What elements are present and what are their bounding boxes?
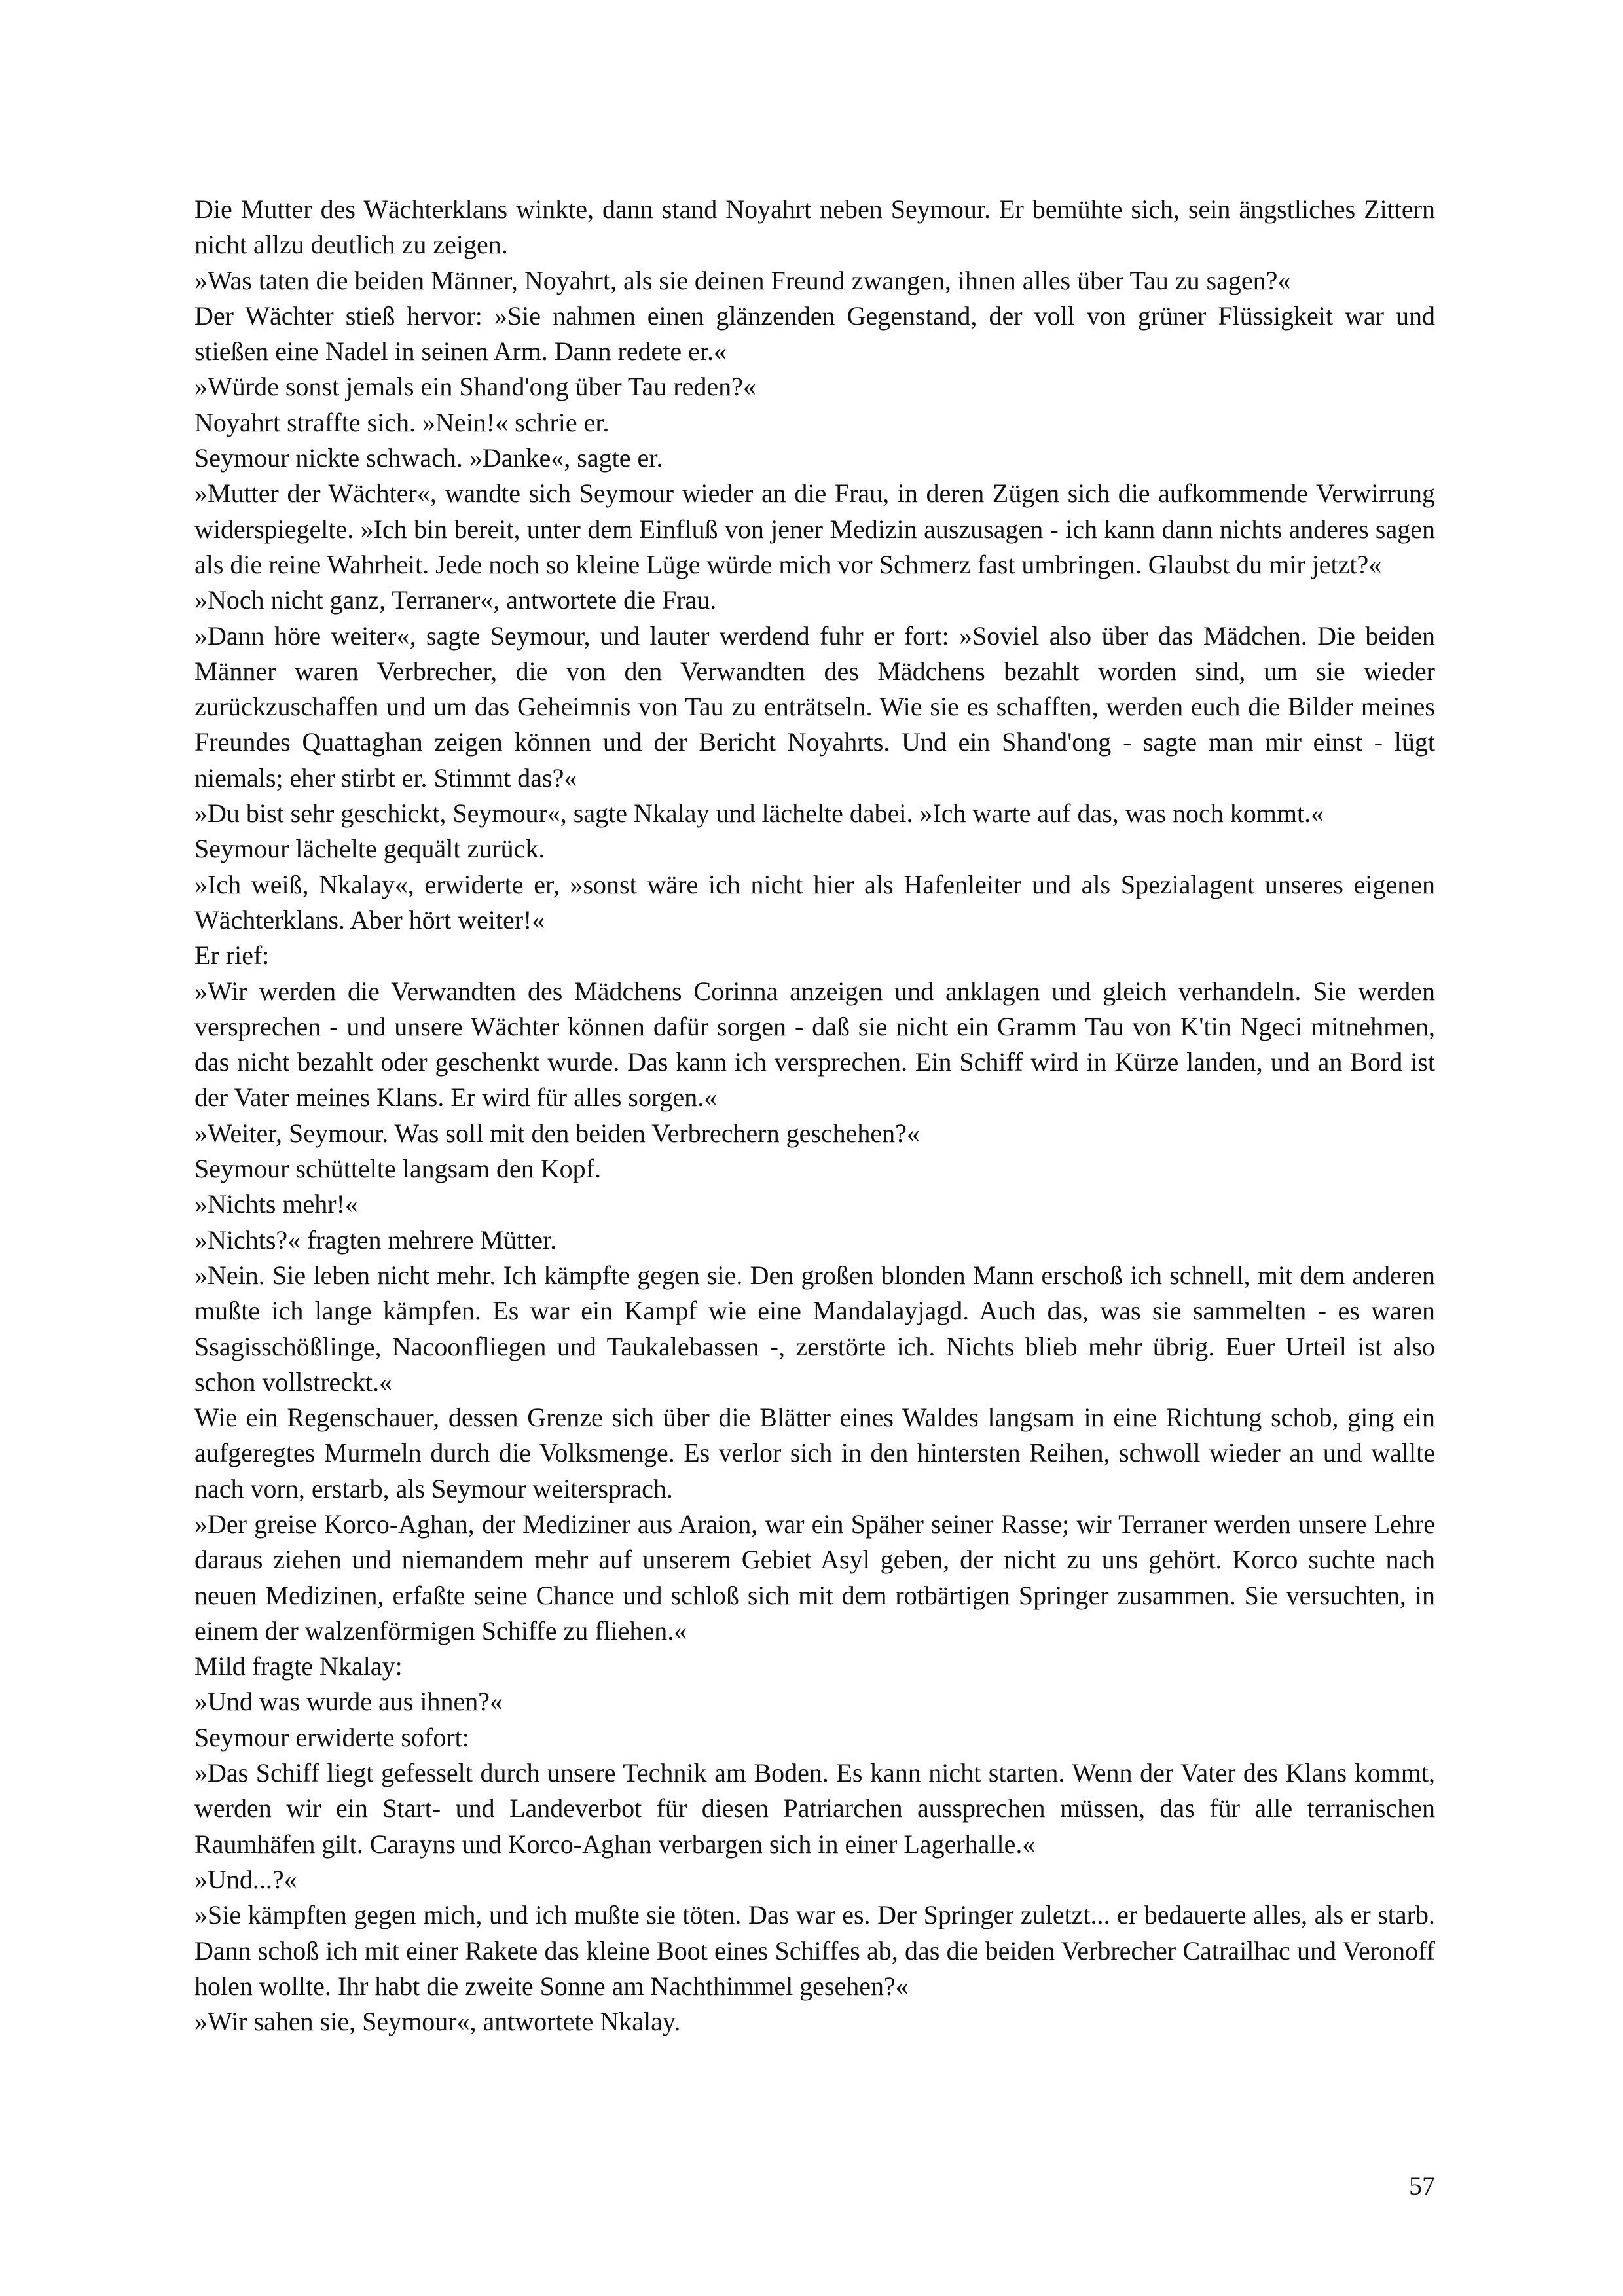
page-number: 57 [1409,2171,1435,2200]
paragraph: »Sie kämpften gegen mich, und ich mußte sie töten. Das war es. Der Springer zuletzt... er bedauerte alles, als er starb. Dann schoß ich mit einer Rakete das kleine Boot eines Schiffes ab, das die beiden Verbrecher Catrailhac und Veronoff holen wollte. Ihr habt die zweite Sonne am Nachthimmel gesehen?« [194,1900,1435,2001]
paragraph: »Was taten die beiden Männer, Noyahrt, als sie deinen Freund zwangen, ihnen alles über Tau zu sagen?« [194,265,1291,295]
paragraph: »Wir werden die Verwandten des Mädchens Corinna anzeigen und anklagen und gleich verhandeln. Sie werden versprechen - und unsere Wächter können dafür sorgen - daß sie nicht ein Gramm Tau von K'tin Ngeci mitnehmen, das nicht bezahlt oder geschenkt wurde. Das kann ich versprechen. Ein Schiff wird in Kürze landen, und an Bord ist der Vater meines Klans. Er wird für alles sorgen.« [194,976,1435,1113]
paragraph: »Mutter der Wächter«, wandte sich Seymour wieder an die Frau, in deren Zügen sich die aufkommende Verwirrung widerspiegelte. »Ich bin bereit, unter dem Einfluß von jener Medizin auszusagen - ich kann dann nichts anderes sagen als die reine Wahrheit. Jede noch so kleine Lüge würde mich vor Schmerz fast umbringen. Glaubst du mir jetzt?« [194,478,1435,579]
paragraph: »Nichts mehr!« [194,1189,358,1219]
body-text [194,192,1435,2039]
paragraph: Seymour lächelte gequält zurück. [194,834,545,864]
paragraph: »Noch nicht ganz, Terraner«, antwortete die Frau. [194,585,717,615]
paragraph: Die Mutter des Wächterklans winkte, dann stand Noyahrt neben Seymour. Er bemühte sich, sein ängstliches Zittern nicht allzu deutlich zu zeigen. [194,194,1435,260]
paragraph: Seymour nickte schwach. »Danke«, sagte er. [194,443,663,473]
paragraph: »Und...?« [194,1864,297,1894]
paragraph: »Nichts?« fragten mehrere Mütter. [194,1225,557,1255]
paragraph: Wie ein Regenschauer, dessen Grenze sich über die Blätter eines Waldes langsam in eine Richtung schob, ging ein aufgeregtes Murmeln durch die Volksmenge. Es verlor sich in den hintersten Reihen, schwoll wieder an und wallte nach vorn, erstarb, als Seymour weitersprach. [194,1403,1435,1503]
paragraph: »Würde sonst jemals ein Shand'ong über Tau reden?« [194,372,756,402]
paragraph: Noyahrt straffte sich. »Nein!« schrie er. [194,407,610,437]
paragraph: »Dann höre weiter«, sagte Seymour, und lauter werdend fuhr er fort: »Soviel also über das Mädchen. Die beiden Männer waren Verbrecher, die von den Verwandten des Mädchens bezahlt worden sind, um sie wieder zurückzuschaffen und um das Geheimnis von Tau zu enträtseln. Wie sie es schafften, werden euch die Bilder meines Freundes Quattaghan zeigen können und der Bericht Noyahrts. Und ein Shand'ong - sagte man mir einst - lügt niemals; eher stirbt er. Stimmt das?« [194,620,1435,793]
paragraph: Er rief: [194,941,270,971]
paragraph: »Du bist sehr geschickt, Seymour«, sagte Nkalay und lächelte dabei. »Ich warte auf das, was noch kommt.« [194,798,1324,829]
paragraph: »Der greise Korco-Aghan, der Mediziner aus Araion, war ein Späher seiner Rasse; wir Terraner werden unsere Lehre daraus ziehen und niemandem mehr auf unserem Gebiet Asyl geben, der nicht zu uns gehört. Korco suchte nach neuen Medizinen, erfaßte seine Chance und schloß sich mit dem rotbärtigen Springer zusammen. Sie versuchten, in einem der walzenförmigen Schiffe zu fliehen.« [194,1509,1435,1645]
paragraph: »Und was wurde aus ihnen?« [194,1687,503,1717]
paragraph: »Nein. Sie leben nicht mehr. Ich kämpfte gegen sie. Den großen blonden Mann erschoß ich schnell, mit dem anderen mußte ich lange kämpfen. Es war ein Kampf wie eine Mandalayjagd. Auch das, was sie sammelten - es waren Ssagisschößlinge, Nacoonfliegen und Taukalebassen -, zerstörte ich. Nichts blieb mehr übrig. Euer Urteil ist also schon vollstreckt.« [194,1260,1435,1397]
paragraph: »Das Schiff liegt gefesselt durch unsere Technik am Boden. Es kann nicht starten. Wenn der Vater des Klans kommt, werden wir ein Start- und Landeverbot für diesen Patriarchen aussprechen müssen, das für alle terranischen Raumhäfen gilt. Carayns und Korco-Aghan verbargen sich in einer Lagerhalle.« [194,1758,1435,1859]
paragraph: Seymour schüttelte langsam den Kopf. [194,1154,601,1184]
paragraph: »Weiter, Seymour. Was soll mit den beiden Verbrechern geschehen?« [194,1118,920,1148]
paragraph: Der Wächter stieß hervor: »Sie nahmen einen glänzenden Gegenstand, der voll von grüner Flüssigkeit war und stießen eine Nadel in seinen Arm. Dann redete er.« [194,300,1435,367]
paragraph: »Ich weiß, Nkalay«, erwiderte er, »sonst wäre ich nicht hier als Hafenleiter und als Spezialagent unseres eigenen Wächterklans. Aber hört weiter!« [194,869,1435,935]
paragraph: Seymour erwiderte sofort: [194,1722,469,1752]
paragraph: »Wir sahen sie, Seymour«, antwortete Nkalay. [194,2007,681,2037]
paragraph: Mild fragte Nkalay: [194,1651,403,1681]
